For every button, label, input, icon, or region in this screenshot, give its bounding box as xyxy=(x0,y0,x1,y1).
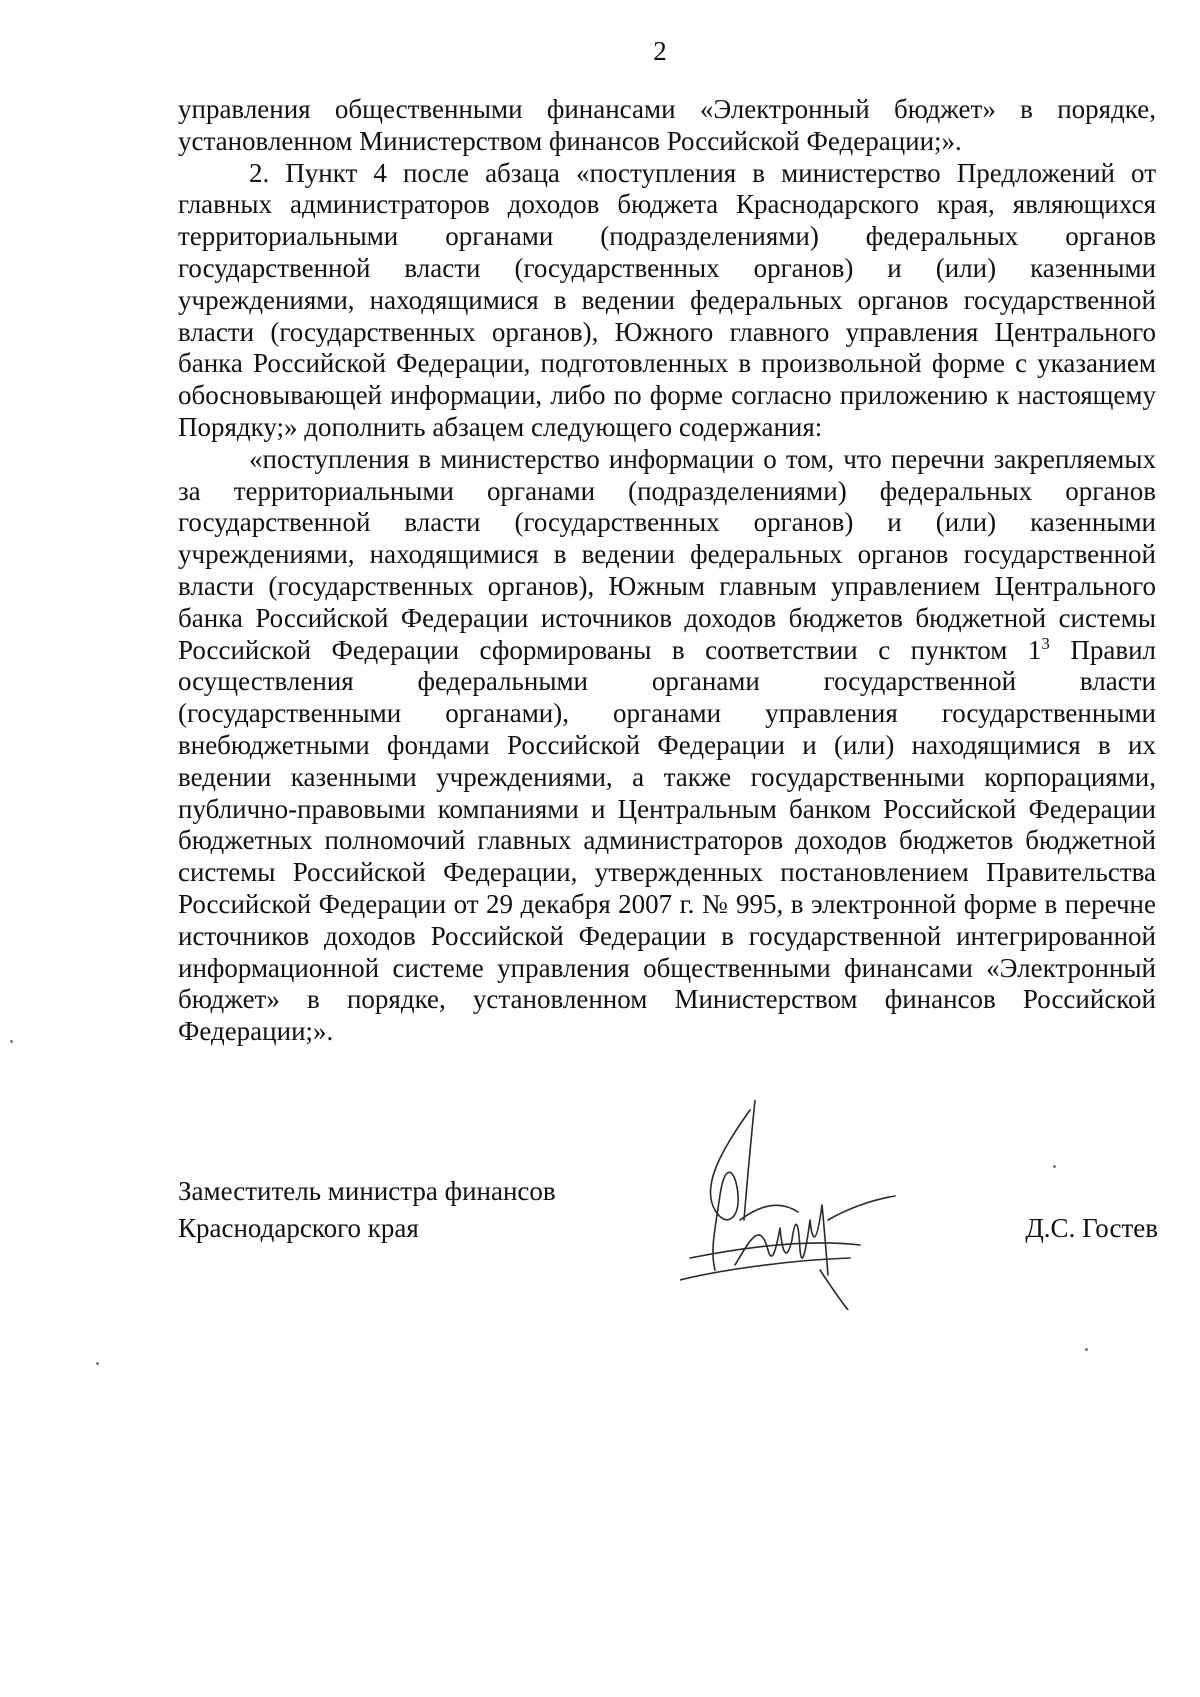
signatory-title xyxy=(178,1173,556,1247)
signatory-name: Д.С. Гостев xyxy=(1025,1213,1158,1243)
document-body xyxy=(178,94,1156,1048)
scan-speck xyxy=(1085,1348,1088,1351)
page-number: 2 xyxy=(653,36,667,66)
superscript-3: 3 xyxy=(1041,633,1050,653)
signatory-title-line-2: Краснодарского края xyxy=(178,1213,419,1243)
paragraph-continuation: управления общественными финансами «Электронный бюджет» в порядке, установленном Министерством финансов Российской Федерации;». xyxy=(178,94,1156,156)
paragraph-item-2: 2. Пункт 4 после абзаца «поступления в министерство Предложений от главных администраторов доходов бюджета Краснодарского края, являющихся территориальными органами (подразделениями) федеральных органов государственной власти (государственных органов) и (или) казенными учреждениями, находящимися в ведении федеральных органов государственной власти (государственных органов), Южного главного управления Центрального банка Российской Федерации, подготовленных в произвольной форме с указанием обосновывающей информации, либо по форме согласно приложению к настоящему Порядку;» дополнить абзацем следующего содержания: xyxy=(178,157,1156,442)
signature-block xyxy=(178,1173,1158,1323)
scan-speck xyxy=(10,1040,13,1043)
scan-speck xyxy=(1053,1165,1056,1168)
scan-speck xyxy=(96,1362,99,1365)
quote-text-part-1: «поступления в министерство информации о том, что перечни закрепляемых за территориальными органами (подразделениями) федеральных органов государственной власти (государственных органов) и (или) казенными учреждениями, находящимися в ведении федеральных органов государственной власти (государственных органов), Южным главным управлением Центрального банка Российской Федерации источников доходов бюджетов бюджетной системы Российской Федерации сформированы в соответствии с пунктом 1 xyxy=(178,443,1156,665)
paragraph-quoted-addition xyxy=(178,444,1156,1048)
quote-text-part-2: Правил осуществления федеральными органами государственной власти (государственными органами), органами управления государственными внебюджетными фондами Российской Федерации и (или) находящимися в их ведении казенными учреждениями, а также государственными корпорациями, публично-правовыми компаниями и Центральным банком Российской Федерации бюджетных полномочий главных администраторов доходов бюджетов бюджетной системы Российской Федерации, утвержденных постановлением Правительства Российской Федерации от 29 декабря 2007 г. № 995, в электронной форме в перечне источников доходов Российской Федерации в государственной интегрированной информационной системе управления общественными финансами «Электронный бюджет» в порядке, установленном Министерством финансов Российской Федерации;». xyxy=(178,634,1156,1047)
handwritten-signature xyxy=(680,1100,910,1310)
signatory-title-line-1: Заместитель министра финансов xyxy=(178,1176,556,1206)
